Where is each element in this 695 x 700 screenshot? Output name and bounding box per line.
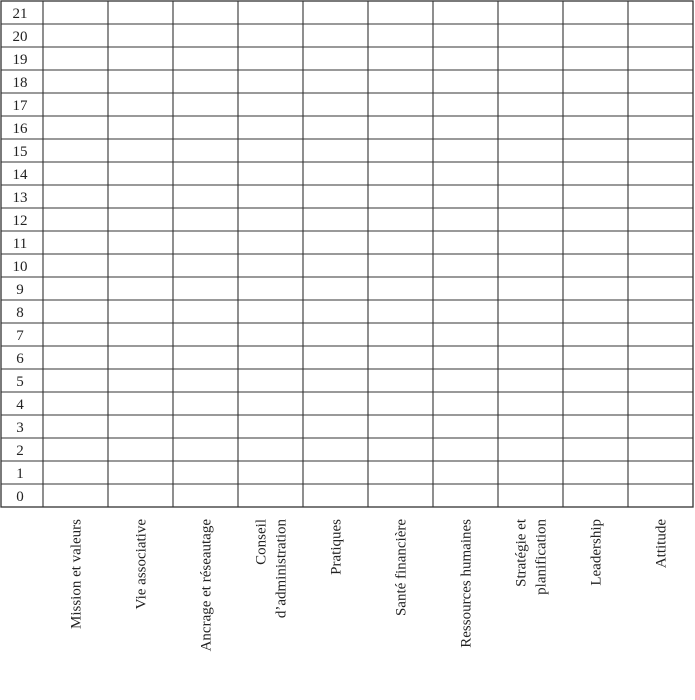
category-label-line: d’administration [273,519,290,619]
column-category-labels [69,518,670,651]
category-label-line: Santé financière [393,519,410,617]
row-number-label: 7 [16,328,24,344]
category-label [329,519,345,575]
row-number-label: 16 [12,121,28,137]
category-label-line: Pratiques [328,519,345,575]
category-label-line: Attitude [653,519,670,569]
row-number-label: 15 [12,144,28,160]
row-number-label: 2 [16,443,24,459]
category-label-line: Ancrage et réseautage [198,519,215,652]
category-label-line: planification [533,519,550,595]
row-number-label: 21 [12,6,28,22]
row-number-label: 19 [12,52,28,68]
category-label [589,519,605,586]
row-number-label: 13 [12,190,28,206]
row-number-label: 3 [16,420,24,436]
row-number-label: 20 [12,29,28,45]
row-number-label: 4 [16,397,24,413]
row-number-label: 17 [12,98,28,114]
row-number-labels [13,6,29,505]
category-label [514,518,550,595]
row-number-label: 9 [16,282,24,298]
row-number-label: 10 [12,259,28,275]
row-number-label: 11 [12,236,28,252]
category-label-line: Conseil [253,519,270,565]
category-label-line: Mission et valeurs [68,519,85,629]
row-number-label: 0 [16,489,24,505]
category-label [654,519,670,569]
row-number-label: 1 [16,466,24,482]
row-number-label: 18 [12,75,28,91]
grid-cells [1,1,693,507]
row-number-label: 6 [16,351,24,367]
category-label-line: Stratégie et [513,519,530,587]
row-number-label: 14 [12,167,28,183]
category-label [459,519,475,648]
row-number-label: 12 [12,213,28,229]
category-label [134,519,150,610]
row-number-label: 8 [16,305,24,321]
category-label [394,519,410,616]
category-label-line: Vie associative [133,519,150,610]
category-label [69,519,85,629]
category-label [199,519,215,652]
category-label-line: Leadership [588,519,605,586]
category-label [254,519,290,619]
row-number-label: 5 [16,374,24,390]
category-label-line: Ressources humaines [458,519,475,648]
